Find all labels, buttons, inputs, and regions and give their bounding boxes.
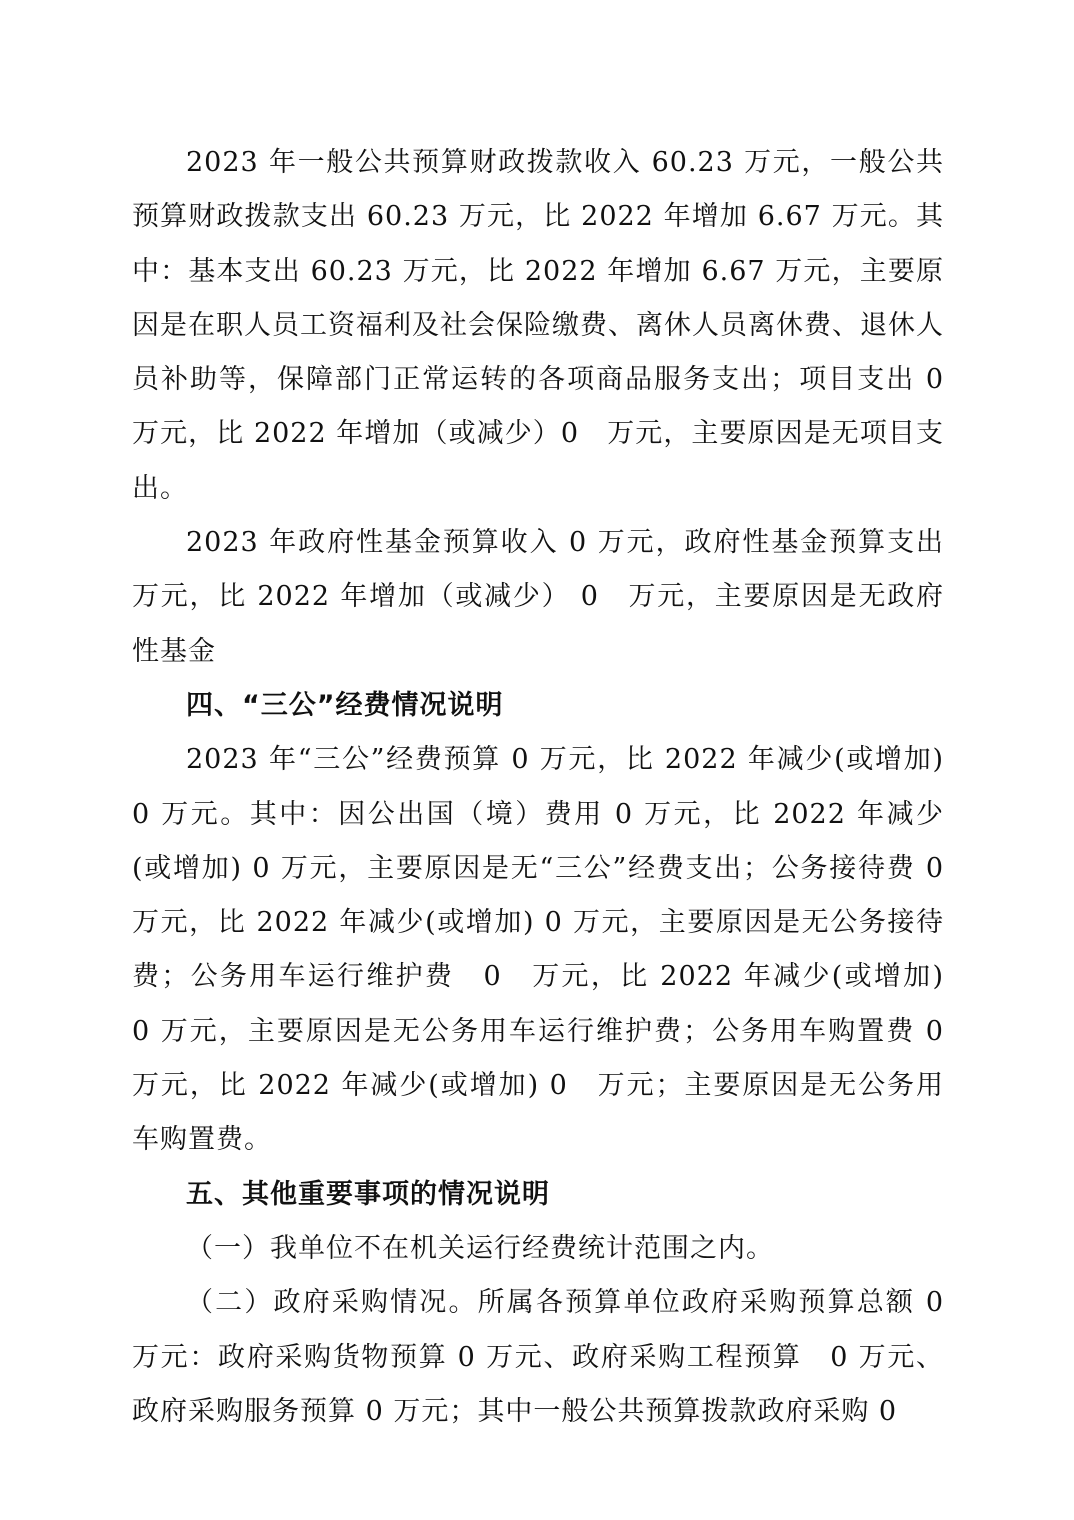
paragraph-general-budget: 2023 年一般公共预算财政拨款收入 60.23 万元，一般公共预算财政拨款支出 60.23 万元，比 2022 年增加 6.67 万元。其中：基本支出 60.23 万元，比 2022 年增加 6.67 万元，主要原因是在职人员工资福利及社会保险缴费、离休人员离休费、退休人员补助等，保障部门正常运转的各项商品服务支出；项目支出 0 万元，比 2022 年增加（或减少）0 万元，主要原因是无项目支出。 <box>132 147 972 504</box>
paragraph-operating-funds: （一）我单位不在机关运行经费统计范围之内。 <box>186 1232 774 1264</box>
paragraph-government-fund: 2023 年政府性基金预算收入 0 万元，政府性基金预算支出万元，比 2022 年增加（或减少） 0 万元，主要原因是无政府性基金 <box>132 527 944 667</box>
section-heading-other-matters: 五、其他重要事项的情况说明 <box>186 1178 550 1210</box>
section-heading-three-public: 四、“三公”经费情况说明 <box>186 689 504 721</box>
paragraph-government-procurement: （二）政府采购情况。所属各预算单位政府采购预算总额 0 万元：政府采购货物预算 0 万元、政府采购工程预算 0 万元、政府采购服务预算 0 万元；其中一般公共预算拨款政府采购 0 <box>132 1287 944 1427</box>
document-body <box>132 136 972 1439</box>
paragraph-three-public-expenses: 2023 年“三公”经费预算 0 万元，比 2022 年减少(或增加) 0 万元。其中：因公出国（境）费用 0 万元，比 2022 年减少(或增加) 0 万元，主要原因是无“三公”经费支出；公务接待费 0 万元，比 2022 年减少(或增加) 0 万元，主要原因是无公务接待费；公务用车运行维护费 0 万元，比 2022 年减少(或增加) 0 万元，主要原因是无公务用车运行维护费；公务用车购置费 0 万元，比 2022 年减少(或增加) 0 万元；主要原因是无公务用车购置费。 <box>132 744 972 1156</box>
